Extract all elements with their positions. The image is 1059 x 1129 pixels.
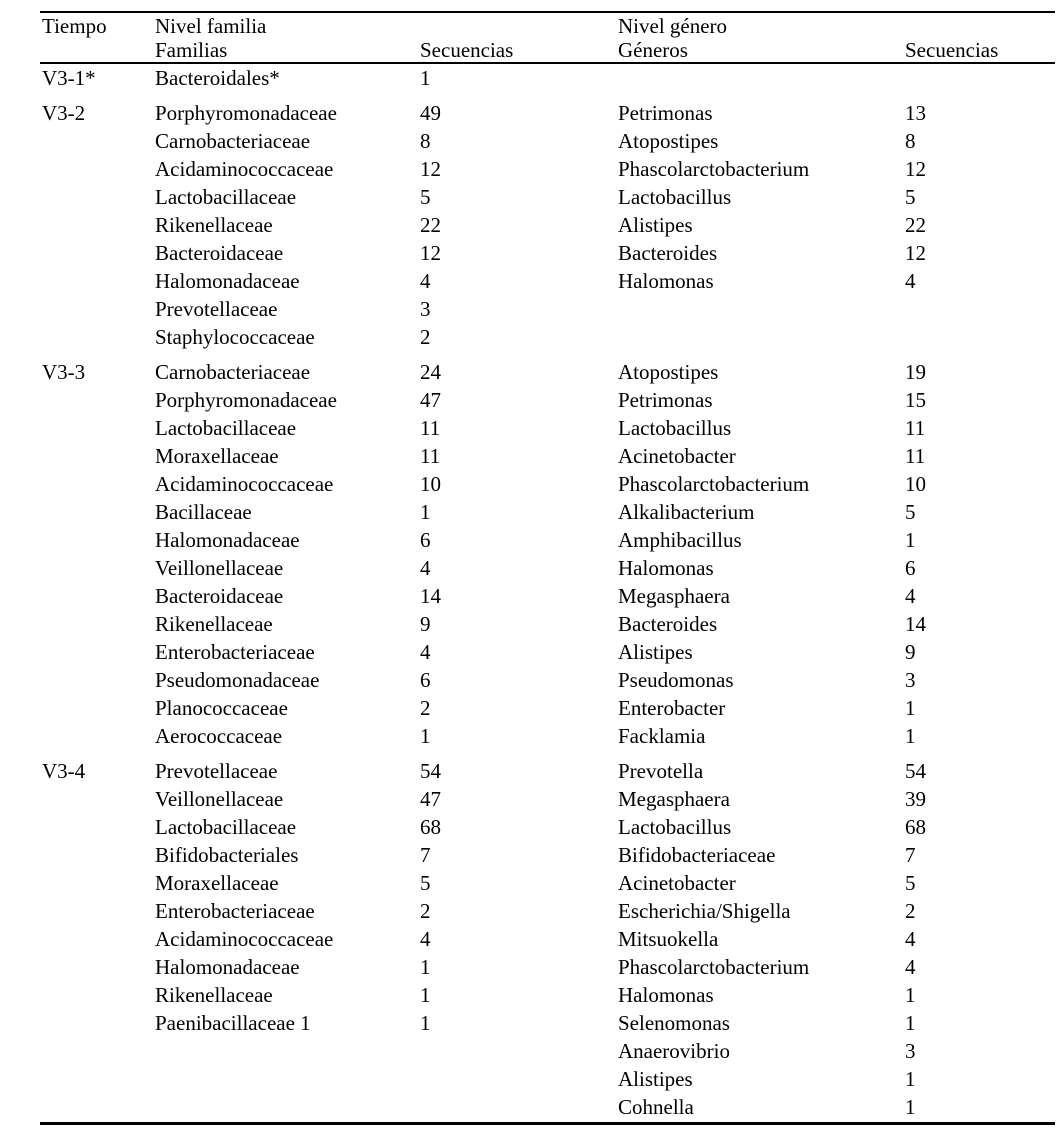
table-body bbox=[40, 64, 1055, 1125]
genero-cell: Facklamia bbox=[618, 724, 706, 748]
tiempo-cell: V3-3 bbox=[42, 360, 86, 384]
familia-cell: Lactobacillaceae bbox=[155, 185, 297, 209]
header-generos: Géneros bbox=[618, 38, 688, 62]
genero-secuencias-cell: 1 bbox=[905, 724, 916, 748]
genero-secuencias-cell: 1 bbox=[905, 1011, 916, 1035]
table-row bbox=[40, 953, 1055, 981]
tiempo-cell bbox=[40, 267, 155, 295]
familia-cell: Bacteroidaceae bbox=[155, 584, 284, 608]
tiempo-cell bbox=[40, 414, 155, 442]
tiempo-cell bbox=[40, 897, 155, 925]
genero-cell: Selenomonas bbox=[618, 1011, 730, 1035]
genero-secuencias-cell: 39 bbox=[905, 787, 926, 811]
familia-cell bbox=[155, 1037, 420, 1065]
genero-cell: Halomonas bbox=[618, 269, 714, 293]
familia-cell: Halomonadaceae bbox=[155, 955, 300, 979]
familia-cell: Staphylococcaceae bbox=[155, 325, 315, 349]
familia-secuencias-cell: 49 bbox=[420, 101, 441, 125]
familia-cell bbox=[155, 1093, 420, 1121]
genero-secuencias-cell: 11 bbox=[905, 416, 926, 440]
familia-secuencias-cell bbox=[420, 1037, 618, 1065]
familia-secuencias-cell: 7 bbox=[420, 843, 431, 867]
familia-secuencias-cell: 12 bbox=[420, 157, 441, 181]
tiempo-cell bbox=[40, 386, 155, 414]
genero-cell: Alistipes bbox=[618, 1067, 693, 1091]
header-familias: Familias bbox=[155, 38, 228, 62]
genero-cell bbox=[618, 295, 905, 323]
genero-cell: Phascolarctobacterium bbox=[618, 472, 810, 496]
genero-secuencias-cell: 1 bbox=[905, 696, 916, 720]
genero-secuencias-cell: 4 bbox=[905, 927, 916, 951]
familia-cell: Enterobacteriaceae bbox=[155, 899, 315, 923]
familia-secuencias-cell: 2 bbox=[420, 696, 431, 720]
familia-secuencias-cell bbox=[420, 1093, 618, 1121]
genero-secuencias-cell bbox=[905, 295, 1055, 323]
tiempo-cell: V3-2 bbox=[42, 101, 86, 125]
genero-cell: Lactobacillus bbox=[618, 416, 732, 440]
familia-cell: Bacillaceae bbox=[155, 500, 252, 524]
tiempo-cell bbox=[40, 1009, 155, 1037]
tiempo-cell bbox=[40, 813, 155, 841]
genero-secuencias-cell: 13 bbox=[905, 101, 926, 125]
time-section-V3-4 bbox=[40, 757, 1055, 1121]
familia-secuencias-cell: 1 bbox=[420, 955, 431, 979]
genero-secuencias-cell bbox=[905, 64, 1055, 92]
familia-cell: Lactobacillaceae bbox=[155, 815, 297, 839]
familia-secuencias-cell: 6 bbox=[420, 668, 431, 692]
genero-secuencias-cell: 10 bbox=[905, 472, 926, 496]
familia-cell: Carnobacteriaceae bbox=[155, 129, 311, 153]
familia-secuencias-cell: 10 bbox=[420, 472, 441, 496]
familia-secuencias-cell: 2 bbox=[420, 899, 431, 923]
genero-secuencias-cell: 14 bbox=[905, 612, 926, 636]
familia-cell: Paenibacillaceae 1 bbox=[155, 1011, 311, 1035]
genero-secuencias-cell: 19 bbox=[905, 360, 926, 384]
table-row bbox=[40, 323, 1055, 351]
familia-cell: Acidaminococcaceae bbox=[155, 472, 334, 496]
time-section-V3-2 bbox=[40, 99, 1055, 351]
genero-cell: Petrimonas bbox=[618, 388, 713, 412]
tiempo-cell bbox=[40, 610, 155, 638]
table-row bbox=[40, 722, 1055, 750]
familia-secuencias-cell: 8 bbox=[420, 129, 431, 153]
genero-secuencias-cell: 1 bbox=[905, 1095, 916, 1119]
familia-cell: Veillonellaceae bbox=[155, 556, 284, 580]
familia-secuencias-cell bbox=[420, 1065, 618, 1093]
tiempo-cell bbox=[40, 183, 155, 211]
genero-cell: Prevotella bbox=[618, 759, 704, 783]
table-row bbox=[40, 183, 1055, 211]
table-row bbox=[40, 358, 1055, 386]
genero-cell: Pseudomonas bbox=[618, 668, 734, 692]
tiempo-cell: V3-4 bbox=[42, 759, 86, 783]
familia-secuencias-cell: 68 bbox=[420, 815, 441, 839]
familia-cell: Veillonellaceae bbox=[155, 787, 284, 811]
tiempo-cell bbox=[40, 295, 155, 323]
genero-secuencias-cell: 5 bbox=[905, 500, 916, 524]
tiempo-cell bbox=[40, 470, 155, 498]
header-nivel-familia: Nivel familia bbox=[155, 14, 267, 38]
genero-cell: Alistipes bbox=[618, 640, 693, 664]
table-header bbox=[40, 13, 1055, 64]
genero-cell bbox=[618, 323, 905, 351]
table-row bbox=[40, 414, 1055, 442]
tiempo-cell bbox=[40, 785, 155, 813]
familia-cell: Enterobacteriaceae bbox=[155, 640, 315, 664]
familia-cell: Porphyromonadaceae bbox=[155, 388, 337, 412]
genero-cell: Acinetobacter bbox=[618, 871, 736, 895]
table-row bbox=[40, 785, 1055, 813]
table-row bbox=[40, 981, 1055, 1009]
familia-secuencias-cell: 4 bbox=[420, 927, 431, 951]
table-row bbox=[40, 295, 1055, 323]
familia-secuencias-cell: 2 bbox=[420, 325, 431, 349]
familia-secuencias-cell: 22 bbox=[420, 213, 441, 237]
familia-secuencias-cell: 1 bbox=[420, 724, 431, 748]
table-row bbox=[40, 610, 1055, 638]
tiempo-cell bbox=[40, 554, 155, 582]
table-row bbox=[40, 1009, 1055, 1037]
familia-secuencias-cell: 9 bbox=[420, 612, 431, 636]
genero-secuencias-cell: 3 bbox=[905, 1039, 916, 1063]
genero-secuencias-cell: 68 bbox=[905, 815, 926, 839]
familia-secuencias-cell: 11 bbox=[420, 444, 441, 468]
familia-cell: Rikenellaceae bbox=[155, 612, 273, 636]
table-row bbox=[40, 155, 1055, 183]
tiempo-cell bbox=[40, 127, 155, 155]
genero-cell: Alkalibacterium bbox=[618, 500, 755, 524]
tiempo-cell bbox=[40, 694, 155, 722]
familia-cell: Planococcaceae bbox=[155, 696, 288, 720]
genero-secuencias-cell: 1 bbox=[905, 1067, 916, 1091]
genero-cell: Lactobacillus bbox=[618, 815, 732, 839]
familia-cell: Prevotellaceae bbox=[155, 297, 278, 321]
genero-cell: Megasphaera bbox=[618, 584, 730, 608]
familia-secuencias-cell: 12 bbox=[420, 241, 441, 265]
genero-secuencias-cell: 9 bbox=[905, 640, 916, 664]
tiempo-cell bbox=[40, 1037, 155, 1065]
genero-cell: Halomonas bbox=[618, 983, 714, 1007]
familia-cell: Acidaminococcaceae bbox=[155, 157, 334, 181]
genero-cell: Atopostipes bbox=[618, 360, 719, 384]
tiempo-cell bbox=[40, 582, 155, 610]
familia-cell: Porphyromonadaceae bbox=[155, 101, 337, 125]
familia-secuencias-cell: 3 bbox=[420, 297, 431, 321]
familia-secuencias-cell: 4 bbox=[420, 640, 431, 664]
genero-secuencias-cell: 4 bbox=[905, 955, 916, 979]
familia-secuencias-cell: 54 bbox=[420, 759, 441, 783]
genero-cell: Amphibacillus bbox=[618, 528, 742, 552]
tiempo-cell bbox=[40, 442, 155, 470]
genero-cell: Enterobacter bbox=[618, 696, 726, 720]
genero-cell: Atopostipes bbox=[618, 129, 719, 153]
familia-cell: Bacteroidales* bbox=[155, 66, 280, 90]
genero-cell: Petrimonas bbox=[618, 101, 713, 125]
familia-secuencias-cell: 4 bbox=[420, 556, 431, 580]
genero-cell: Bifidobacteriaceae bbox=[618, 843, 776, 867]
tiempo-cell bbox=[40, 953, 155, 981]
genero-cell: Acinetobacter bbox=[618, 444, 736, 468]
familia-secuencias-cell: 14 bbox=[420, 584, 441, 608]
familia-cell: Aerococcaceae bbox=[155, 724, 283, 748]
genero-cell bbox=[618, 64, 905, 92]
tiempo-cell bbox=[40, 841, 155, 869]
table-row bbox=[40, 925, 1055, 953]
table-row bbox=[40, 694, 1055, 722]
familia-secuencias-cell: 1 bbox=[420, 983, 431, 1007]
tiempo-cell: V3-1* bbox=[42, 66, 96, 90]
tiempo-cell bbox=[40, 239, 155, 267]
tiempo-cell bbox=[40, 155, 155, 183]
familia-cell: Moraxellaceae bbox=[155, 444, 279, 468]
table-row bbox=[40, 526, 1055, 554]
familia-secuencias-cell: 4 bbox=[420, 269, 431, 293]
table-row bbox=[40, 582, 1055, 610]
tiempo-cell bbox=[40, 526, 155, 554]
genero-secuencias-cell: 8 bbox=[905, 129, 916, 153]
familia-cell: Bifidobacteriales bbox=[155, 843, 299, 867]
familia-secuencias-cell: 1 bbox=[420, 66, 431, 90]
genero-cell: Megasphaera bbox=[618, 787, 730, 811]
time-section-V3-3 bbox=[40, 358, 1055, 750]
genero-secuencias-cell: 6 bbox=[905, 556, 916, 580]
familia-cell: Halomonadaceae bbox=[155, 269, 300, 293]
genero-cell: Lactobacillus bbox=[618, 185, 732, 209]
genero-secuencias-cell bbox=[905, 323, 1055, 351]
table-row bbox=[40, 757, 1055, 785]
familia-cell: Carnobacteriaceae bbox=[155, 360, 311, 384]
familia-cell: Rikenellaceae bbox=[155, 213, 273, 237]
table-row bbox=[40, 869, 1055, 897]
tiempo-cell bbox=[40, 925, 155, 953]
genero-cell: Mitsuokella bbox=[618, 927, 719, 951]
header-secuencias-familia: Secuencias bbox=[420, 38, 514, 62]
tiempo-cell bbox=[40, 323, 155, 351]
familia-cell: Lactobacillaceae bbox=[155, 416, 297, 440]
genero-cell: Bacteroides bbox=[618, 241, 718, 265]
genero-cell: Anaerovibrio bbox=[618, 1039, 730, 1063]
tiempo-cell bbox=[40, 666, 155, 694]
genero-secuencias-cell: 2 bbox=[905, 899, 916, 923]
table-row bbox=[40, 666, 1055, 694]
genero-cell: Bacteroides bbox=[618, 612, 718, 636]
table-row bbox=[40, 99, 1055, 127]
familia-secuencias-cell: 5 bbox=[420, 185, 431, 209]
genero-cell: Phascolarctobacterium bbox=[618, 955, 810, 979]
table-row bbox=[40, 897, 1055, 925]
tiempo-cell bbox=[40, 498, 155, 526]
familia-cell: Acidaminococcaceae bbox=[155, 927, 334, 951]
genero-cell: Phascolarctobacterium bbox=[618, 157, 810, 181]
tiempo-cell bbox=[40, 981, 155, 1009]
familia-secuencias-cell: 24 bbox=[420, 360, 441, 384]
taxonomy-table bbox=[40, 11, 1055, 1125]
table-row bbox=[40, 239, 1055, 267]
genero-secuencias-cell: 11 bbox=[905, 444, 926, 468]
familia-cell: Moraxellaceae bbox=[155, 871, 279, 895]
familia-cell bbox=[155, 1065, 420, 1093]
table-row bbox=[40, 64, 1055, 92]
familia-cell: Prevotellaceae bbox=[155, 759, 278, 783]
tiempo-cell bbox=[40, 1093, 155, 1121]
genero-secuencias-cell: 4 bbox=[905, 269, 916, 293]
familia-secuencias-cell: 47 bbox=[420, 787, 441, 811]
genero-cell: Halomonas bbox=[618, 556, 714, 580]
genero-secuencias-cell: 12 bbox=[905, 241, 926, 265]
genero-secuencias-cell: 4 bbox=[905, 584, 916, 608]
genero-secuencias-cell: 12 bbox=[905, 157, 926, 181]
tiempo-cell bbox=[40, 722, 155, 750]
familia-secuencias-cell: 6 bbox=[420, 528, 431, 552]
genero-secuencias-cell: 7 bbox=[905, 843, 916, 867]
genero-secuencias-cell: 1 bbox=[905, 983, 916, 1007]
table-row bbox=[40, 554, 1055, 582]
familia-secuencias-cell: 1 bbox=[420, 500, 431, 524]
header-secuencias-genero: Secuencias bbox=[905, 38, 999, 62]
genero-cell: Cohnella bbox=[618, 1095, 694, 1119]
genero-secuencias-cell: 15 bbox=[905, 388, 926, 412]
table-row bbox=[40, 498, 1055, 526]
genero-secuencias-cell: 22 bbox=[905, 213, 926, 237]
tiempo-cell bbox=[40, 869, 155, 897]
genero-secuencias-cell: 3 bbox=[905, 668, 916, 692]
familia-secuencias-cell: 1 bbox=[420, 1011, 431, 1035]
familia-cell: Bacteroidaceae bbox=[155, 241, 284, 265]
genero-secuencias-cell: 5 bbox=[905, 871, 916, 895]
table-row bbox=[40, 1093, 1055, 1121]
table-row bbox=[40, 267, 1055, 295]
familia-secuencias-cell: 5 bbox=[420, 871, 431, 895]
table-row bbox=[40, 813, 1055, 841]
table-row bbox=[40, 127, 1055, 155]
table-row bbox=[40, 386, 1055, 414]
genero-secuencias-cell: 1 bbox=[905, 528, 916, 552]
table-row bbox=[40, 1065, 1055, 1093]
table-row bbox=[40, 638, 1055, 666]
table-row bbox=[40, 470, 1055, 498]
genero-secuencias-cell: 54 bbox=[905, 759, 926, 783]
table-row bbox=[40, 211, 1055, 239]
header-nivel-genero: Nivel género bbox=[618, 14, 728, 38]
tiempo-cell bbox=[40, 211, 155, 239]
familia-secuencias-cell: 11 bbox=[420, 416, 441, 440]
familia-cell: Rikenellaceae bbox=[155, 983, 273, 1007]
tiempo-cell bbox=[40, 1065, 155, 1093]
table-row bbox=[40, 442, 1055, 470]
genero-secuencias-cell: 5 bbox=[905, 185, 916, 209]
familia-cell: Pseudomonadaceae bbox=[155, 668, 320, 692]
genero-cell: Alistipes bbox=[618, 213, 693, 237]
table-row bbox=[40, 841, 1055, 869]
familia-cell: Halomonadaceae bbox=[155, 528, 300, 552]
familia-secuencias-cell: 47 bbox=[420, 388, 441, 412]
table-row bbox=[40, 1037, 1055, 1065]
tiempo-cell bbox=[40, 638, 155, 666]
genero-cell: Escherichia/Shigella bbox=[618, 899, 791, 923]
time-section-V3-1 bbox=[40, 64, 1055, 92]
header-tiempo: Tiempo bbox=[42, 14, 107, 38]
